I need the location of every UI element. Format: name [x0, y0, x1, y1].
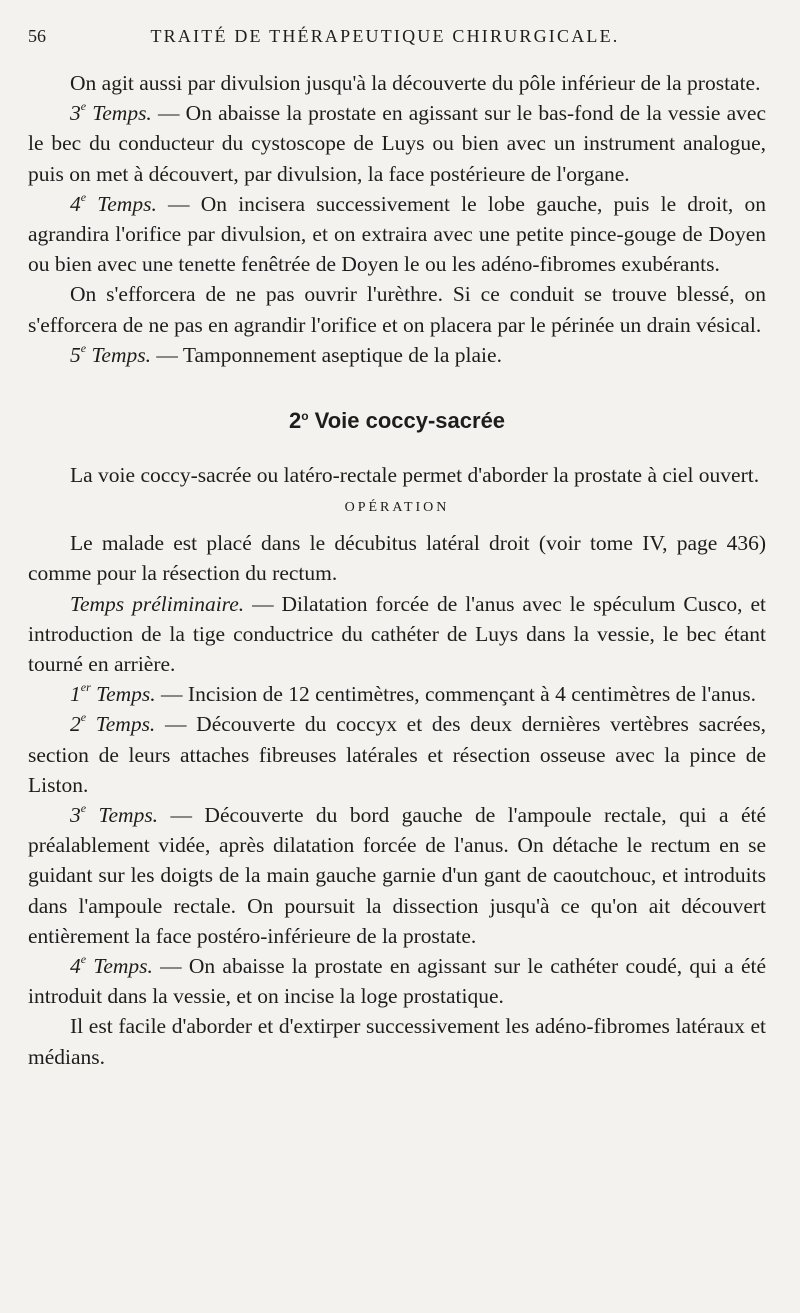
step-word: Temps. [93, 954, 153, 979]
step-label [70, 712, 155, 736]
page-number: 56 [28, 26, 46, 46]
paragraph: Il est facile d'aborder et d'extirper successivement les adéno-fibromes latéraux et médians. [28, 1014, 766, 1069]
section-ordinal: o [301, 409, 309, 424]
step-word: Temps. [96, 682, 156, 707]
step-label: Temps préliminaire. [70, 591, 245, 616]
step-word: Temps. [91, 342, 151, 367]
step-text: — On abaisse la prostate en agissant sur le bas-fond de la vessie avec le bec du conducteur du cystoscope de Luys ou bien avec un instrument analogue, puis on met à découvert, par divulsion, la face postérieure de l'organe. [28, 101, 767, 186]
paragraph [28, 589, 766, 680]
step-text: — Incision de 12 centimètres, commençant à 4 centimètres de l'anus. [155, 682, 756, 707]
step-label [70, 954, 153, 978]
step-label [70, 101, 152, 125]
step-word: Temps. [98, 803, 159, 828]
subheading-operation: OPÉRATION [344, 500, 450, 516]
paragraph [28, 951, 766, 1011]
paragraph: La voie coccy-sacrée ou latéro-rectale permet d'aborder la prostate à ciel ouvert. [70, 463, 760, 488]
step-number: 3 [70, 803, 81, 828]
step-ordinal: e [80, 340, 87, 355]
step-text: — On abaisse la prostate en agissant sur le cathéter coudé, qui a été introduit dans la vessie, et on incise la loge prostatique. [28, 954, 767, 1009]
step-text: — On incisera successivement le lobe gauche, puis le droit, on agrandira l'orifice par divulsion, et on extraira avec une petite pince-gouge de Doyen ou bien avec une tenette fenêtrée de Doyen le ou les adéno-fibromes exubérants. [28, 191, 766, 277]
section-title [28, 408, 766, 434]
step-number: 4 [70, 954, 81, 979]
paragraph [28, 709, 766, 800]
step-label [70, 189, 157, 216]
body-text [28, 68, 766, 1072]
step-word: Temps. [97, 191, 157, 216]
step-number: 1 [70, 682, 81, 707]
paragraph [28, 679, 766, 709]
paragraph: Le malade est placé dans le décubitus latéral droit (voir tome IV, page 436) comme pour la résection du rectum. [28, 531, 766, 586]
step-text: — Tamponnement aseptique de la plaie. [151, 342, 502, 367]
step-ordinal: e [80, 952, 87, 967]
section-number: 2 [288, 408, 302, 434]
step-text: — Dilatation forcée de l'anus avec le spéculum Cusco, et introduction de la tige conductrice du cathéter de Luys dans la vessie, le bec étant tourné en arrière. [28, 591, 766, 677]
step-ordinal: e [80, 710, 87, 725]
step-label [70, 682, 156, 706]
step-number: 3 [70, 101, 81, 126]
step-number: 4 [70, 191, 81, 216]
paragraph [28, 189, 766, 280]
step-ordinal: e [80, 99, 87, 114]
paragraph [28, 98, 766, 189]
step-ordinal: e [80, 189, 87, 204]
section-title-text: Voie coccy-sacrée [308, 408, 506, 434]
step-number: 2 [70, 712, 81, 737]
step-ordinal: e [80, 801, 87, 816]
step-number: 5 [70, 342, 81, 367]
step-text: — Découverte du coccyx et des deux dernières vertèbres sacrées, section de leurs attaches fibreuses latérales et résection osseuse avec la pince de Liston. [28, 712, 767, 797]
paragraph [28, 800, 766, 951]
step-word: Temps. [92, 101, 152, 126]
running-head: TRAITÉ DE THÉRAPEUTIQUE CHIRURGICALE. [150, 26, 620, 46]
page-header [28, 26, 766, 52]
step-label [70, 340, 151, 367]
paragraph [28, 340, 766, 370]
step-text: — Découverte du bord gauche de l'ampoule rectale, qui a été préalablement vidée, après dilatation forcée de l'anus. On détache le rectum en se guidant sur les doigts de la main gauche garnie d'un gant de caoutchouc, et introduits dans l'ampoule rectale. On poursuit la dissection jusqu'à ce qu'on ait découvert entièrement la face postéro-inférieure de la prostate. [28, 803, 766, 948]
step-ordinal: er [80, 680, 91, 695]
step-word: Temps. [95, 712, 156, 737]
paragraph: On agit aussi par divulsion jusqu'à la découverte du pôle inférieur de la prostate. [70, 71, 761, 95]
paragraph: On s'efforcera de ne pas ouvrir l'urèthre. Si ce conduit se trouve blessé, on s'efforcera de ne pas en agrandir l'orifice et on placera par le périnée un drain vésical. [28, 282, 766, 337]
step-label [70, 803, 158, 827]
